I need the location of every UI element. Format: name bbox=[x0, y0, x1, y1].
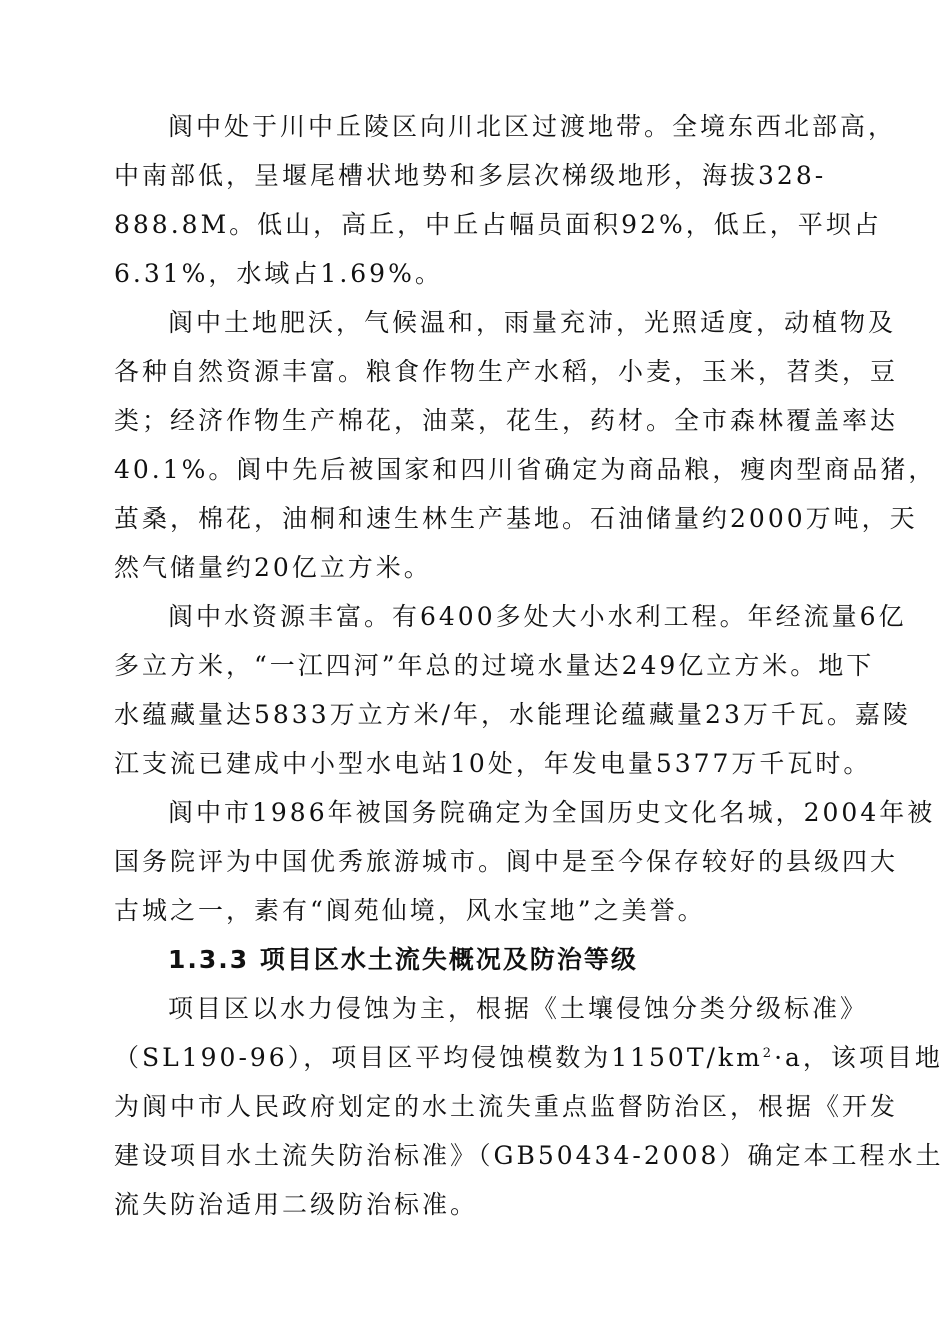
text-line: 茧桑，棉花，油桐和速生林生产基地。石油储量约2000万吨，天 bbox=[114, 504, 918, 533]
paragraph-water bbox=[114, 592, 911, 788]
document-body bbox=[114, 102, 944, 1229]
text-line: 国务院评为中国优秀旅游城市。阆中是至今保存较好的县级四大 bbox=[114, 847, 899, 876]
text-line: 各种自然资源丰富。粮食作物生产水稻，小麦，玉米，苕类，豆 bbox=[114, 357, 899, 386]
paragraph-resources bbox=[114, 298, 937, 592]
text-line: 建设项目水土流失防治标准》（GB50434-2008）确定本工程水土 bbox=[114, 1141, 944, 1170]
text-line: 为阆中市人民政府划定的水土流失重点监督防治区，根据《开发 bbox=[114, 1092, 899, 1121]
text-line: 6.31%，水域占1.69%。 bbox=[114, 259, 443, 288]
text-line: 水蕴藏量达5833万立方米/年，水能理论蕴藏量23万千瓦。嘉陵 bbox=[114, 700, 911, 729]
text-line: 流失防治适用二级防治标准。 bbox=[114, 1190, 479, 1219]
superscript: 2 bbox=[762, 1046, 775, 1061]
paragraph-erosion bbox=[114, 984, 944, 1229]
text-segment: （SL190-96），项目区平均侵蚀模数为1150T/km bbox=[114, 1043, 763, 1072]
text-line: 类；经济作物生产棉花，油菜，花生，药材。全市森林覆盖率达 bbox=[114, 406, 899, 435]
text-line: 40.1%。阆中先后被国家和四川省确定为商品粮，瘦肉型商品猪， bbox=[114, 455, 937, 484]
text-line: 阆中市1986年被国务院确定为全国历史文化名城，2004年被 bbox=[168, 798, 936, 827]
text-line: 中南部低，呈堰尾槽状地势和多层次梯级地形，海拔328- bbox=[114, 161, 827, 190]
text-line: 项目区以水力侵蚀为主，根据《土壤侵蚀分类分级标准》 bbox=[168, 994, 869, 1023]
text-line: 然气储量约20亿立方米。 bbox=[114, 553, 432, 582]
text-line: 古城之一，素有“阆苑仙境，风水宝地”之美誉。 bbox=[114, 896, 706, 925]
text-line: 多立方米，“一江四河”年总的过境水量达249亿立方米。地下 bbox=[114, 651, 875, 680]
section-heading: 1.3.3 项目区水土流失概况及防治等级 bbox=[168, 945, 638, 974]
text-line bbox=[114, 1033, 943, 1082]
text-line: 阆中水资源丰富。有6400多处大小水利工程。年经流量6亿 bbox=[168, 602, 907, 631]
text-segment: ·a，该项目地 bbox=[774, 1043, 943, 1072]
text-line: 阆中处于川中丘陵区向川北区过渡地带。全境东西北部高， bbox=[168, 112, 897, 141]
text-line: 江支流已建成中小型水电站10处，年发电量5377万千瓦时。 bbox=[114, 749, 872, 778]
paragraph-terrain bbox=[114, 102, 897, 298]
text-line: 阆中土地肥沃，气候温和，雨量充沛，光照适度，动植物及 bbox=[168, 308, 897, 337]
text-line: 888.8M。低山，高丘，中丘占幅员面积92%，低丘，平坝占 bbox=[114, 210, 882, 239]
paragraph-history bbox=[114, 788, 936, 935]
